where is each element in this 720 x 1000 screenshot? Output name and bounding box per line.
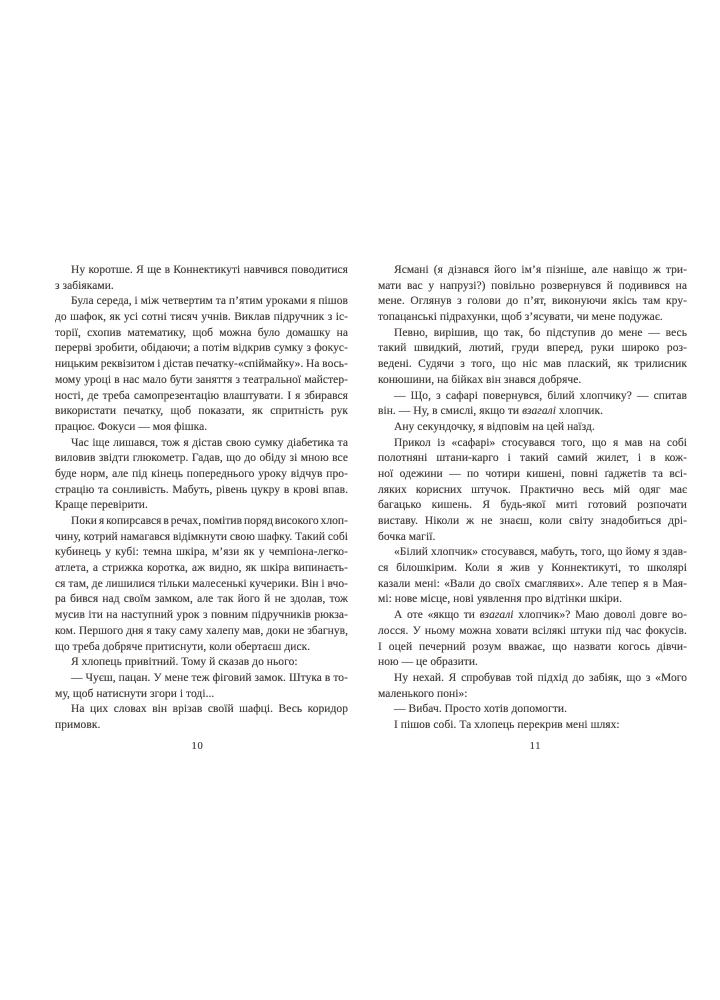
text-line: Ясмані (я дізнався його ім’я пізніше, але навіщо ж три-	[394, 264, 687, 276]
text-line: Певно, вирішив, що так, бо підступив до мене — весь	[394, 326, 687, 339]
page-left-number: 10	[191, 741, 204, 752]
text-line: працює. Фокуси — моя фішка.	[55, 420, 208, 433]
text-line: він. — Ну, в смислі, якщо ти взагалі хлопчик.	[378, 405, 604, 418]
text-line: Прикол із «сафарі» стосувався того, що я мав на собі	[394, 436, 688, 449]
page-right-number: 11	[529, 741, 542, 752]
text-line: конюшини, на бійках він знався добряче.	[378, 373, 582, 386]
text-line: мене. Оглянув з голови до п’ят, виконуючи якісь там кру-	[378, 295, 688, 308]
text-line: такий швидкий, лютий, груди вперед, руки широко роз-	[378, 342, 687, 355]
text-line: примовк.	[55, 718, 101, 731]
text-line: На цих словах він врізав своїй шафці. Весь коридор	[71, 703, 349, 716]
text-line: лосся. У ньому можна ховати всілякі штуки під час фокусів.	[378, 624, 687, 637]
text-line: Ану секундочку, я відповім на цей наїзд.	[394, 420, 595, 433]
text-line: топацанські підрахунки, щоб з’ясувати, чи мене подужає.	[378, 311, 663, 324]
page-left-text	[55, 263, 348, 734]
text-line: — Що, з сафарі повернувся, білий хлопчику? — спитав	[394, 389, 688, 402]
text-line: — Вибач. Просто хотів допомогти.	[394, 703, 568, 716]
text-line: Була середа, і між четвертим та п’ятим уроками я пішов	[71, 295, 348, 308]
page-right-text	[378, 263, 687, 734]
text-line: перерві зробити, обідаючи; а потім відкрив сумку з фокус-	[55, 342, 348, 355]
text-line: І оцей печерний розум вважає, що назвати когось дівчи-	[378, 640, 688, 653]
text-line: Ну коротше. Я ще в Коннектикуті навчився поводитися	[71, 264, 349, 276]
text-line: ності, де треба самопрезентацію влаштувати. І я збирався	[55, 389, 349, 402]
text-line: ницьким реквізитом і дістав печатку-«спіймайку». На вось-	[55, 358, 348, 371]
text-line: Ну нехай. Я спробував той підхід до забіяк, що з «Мого	[394, 671, 688, 684]
text-line: мому уроці в нас мало бути заняття з театральної майстер-	[55, 373, 348, 386]
text-line: ведені. Судячи з того, що ніс мав плаский, як трилисник	[378, 358, 688, 371]
text-line: багацько кишень. Я будь-якої миті готовий розпочати	[378, 499, 687, 512]
text-line: мати вас у напрузі?) повільно розвернувся й подивився на	[378, 279, 688, 292]
text-line: ся білошкірим. Коли я жив у Коннектикуті, то школярі	[378, 562, 687, 575]
text-line: з забіяками.	[55, 279, 114, 292]
text-line: до шафок, як усі сотні тисяч учнів. Виклав підручник з іс-	[55, 311, 349, 324]
text-line: ра бився над своїм замком, але так його й не здолав, тож	[55, 593, 349, 606]
text-line: маленького поні»:	[378, 687, 468, 700]
text-line: полотняні штани-карго і такий самий жилет, і в кож-	[378, 452, 688, 465]
text-line: страцію та сонливість. Мабуть, рівень цукру в крові впав.	[55, 483, 349, 496]
text-line: мі: нове місце, нові уявлення про відтінки шкіри.	[378, 593, 622, 606]
text-line: «Білий хлопчик» стосувався, мабуть, того, що йому я здав-	[394, 546, 687, 559]
text-line: ся там, де лишилися тільки малесенькі кучерики. Він і вчо-	[55, 577, 348, 590]
text-line: виставу. Ніколи ж не знаєш, коли світу знадобиться дрі-	[378, 515, 687, 527]
text-line: ною — це образити.	[378, 656, 478, 669]
text-line: що треба добряче притиснути, коли обертаєш диск.	[55, 640, 311, 653]
text-line: Час іще лишався, тож я дістав свою сумку діабетика та	[71, 436, 349, 449]
text-line: А оте «якщо ти взагалі хлопчик»? Маю доволі довге во-	[394, 609, 687, 622]
text-line: мусив іти на наступний урок з повним підручників рюкза-	[55, 609, 348, 622]
text-line: виловив звідти глюкометр. Гадав, що до обіду зі мною все	[55, 452, 349, 465]
text-line: ком. Першого дня я таку саму халепу мав, доки не збагнув,	[55, 624, 349, 637]
text-line: Краще перевірити.	[55, 499, 148, 512]
text-line: му, щоб натиснути згори і тоді...	[55, 687, 215, 700]
text-line: казали мені: «Вали до своїх смаглявих». Але тепер я в Мая-	[378, 577, 687, 590]
text-line: — Чуєш, пацан. У мене теж фіговий замок. Штука в то-	[71, 671, 348, 684]
text-line: бочка магії.	[378, 530, 436, 543]
text-line: буде норм, але під кінець попереднього уроку відчув про-	[55, 467, 348, 480]
text-line: І пішов собі. Та хлопець перекрив мені шлях:	[394, 718, 620, 731]
text-line: кубинець у кубі: темна шкіра, м’язи як у чемпіона-легко-	[55, 546, 348, 559]
text-line: ляких корисних штучок. Практично весь мій одяг має	[378, 483, 687, 496]
text-line: торії, схопив математику, щоб можна було домашку на	[55, 326, 348, 339]
text-line: використати печатку, щоб показати, як спритність рук	[55, 405, 349, 418]
text-line: Я хлопець привітний. Тому й сказав до нього:	[71, 656, 298, 669]
text-line: ної одежини — по чотири кишені, повні ґаджетів та всі-	[378, 467, 688, 480]
text-line: чину, котрий намагався відімкнути свою шафку. Такий собі	[55, 530, 348, 543]
text-line: Поки я копирсався в речах, помітив поряд високого хлоп-	[71, 515, 349, 527]
text-line: атлета, а стрижка коротка, аж видно, як шкіра випинаєть-	[55, 562, 348, 575]
